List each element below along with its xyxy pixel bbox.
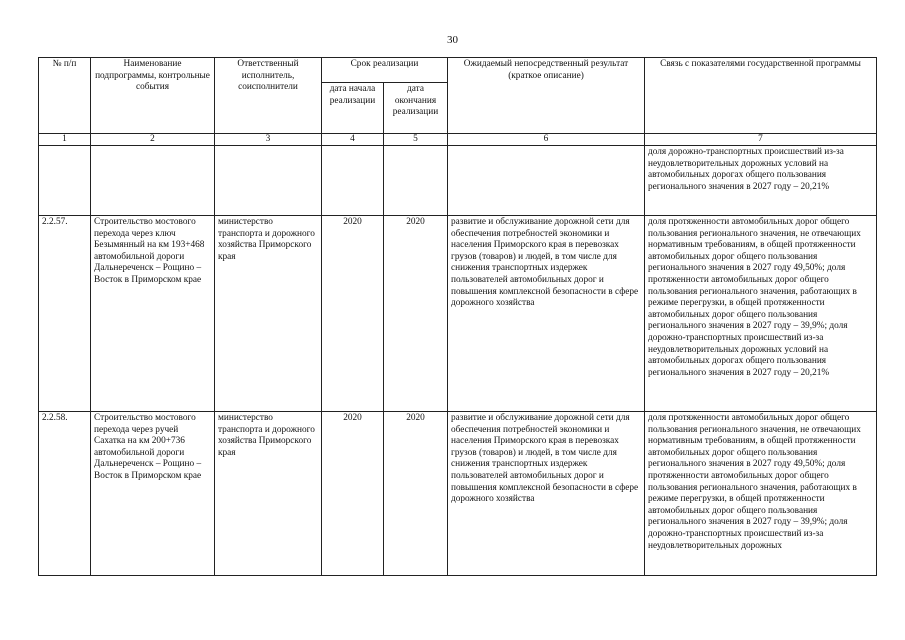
col-number: 5 xyxy=(384,134,448,146)
col-number: 2 xyxy=(91,134,215,146)
header-name: Наименование подпрограммы, контрольные события xyxy=(91,58,215,134)
cell-empty xyxy=(215,146,322,216)
cell-link: доля протяженности автомобильных дорог общего пользования регионального значения, не отвечающих нормативным требованиям, в общей протяженности автомобильных дорог общего пользования регионального значения в 2027 году 49,50%; доля протяженности автомобильных дорог общего пользования регионального значения, работающих в режиме перегрузки, в общей протяженности автомобильных дорог общего пользования регионального значения в 2027 году – 39,9%; доля дорожно-транспортных происшествий из-за неудовлетворительных дорожных xyxy=(645,412,877,576)
col-number: 3 xyxy=(215,134,322,146)
cell-executor: министерство транспорта и дорожного хозяйства Приморского края xyxy=(215,216,322,412)
cell-start: 2020 xyxy=(322,216,384,412)
cell-link: доля дорожно-транспортных происшествий из-за неудовлетворительных дорожных условий на автомобильных дорогах общего пользования регионального значения в 2027 году – 20,21% xyxy=(645,146,877,216)
cell-empty xyxy=(91,146,215,216)
col-number: 6 xyxy=(448,134,645,146)
col-number: 7 xyxy=(645,134,877,146)
header-executor: Ответственный исполнитель, соисполнители xyxy=(215,58,322,134)
cell-start: 2020 xyxy=(322,412,384,576)
cell-name: Строительство мостового перехода через ручей Сахатка на км 200+736 автомобильной дороги Дальнереченск – Рощино – Восток в Приморском крае xyxy=(91,412,215,576)
column-number-row xyxy=(39,134,877,146)
header-num: № п/п xyxy=(39,58,91,134)
cell-result: развитие и обслуживание дорожной сети для обеспечения потребностей экономики и населения Приморского края в перевозках грузов (товаров) и людей, в том числе для снижения транспортных издержек пользователей автомобильных дорог и повышения комплексной безопасности в сфере дорожного хозяйства xyxy=(448,216,645,412)
header-start: дата начала реализации xyxy=(322,83,384,134)
col-number: 1 xyxy=(39,134,91,146)
cell-empty xyxy=(384,146,448,216)
cell-link: доля протяженности автомобильных дорог общего пользования регионального значения, не отвечающих нормативным требованиям, в общей протяженности автомобильных дорог общего пользования регионального значения в 2027 году 49,50%; доля протяженности автомобильных дорог общего пользования регионального значения, работающих в режиме перегрузки, в общей протяженности автомобильных дорог общего пользования регионального значения в 2027 году – 39,9%; доля дорожно-транспортных происшествий из-за неудовлетворительных дорожных условий на автомобильных дорогах общего пользования регионального значения в 2027 году – 20,21% xyxy=(645,216,877,412)
header-link: Связь с показателями государственной программы xyxy=(645,58,877,134)
cell-empty xyxy=(39,146,91,216)
header-result: Ожидаемый непосредственный результат (краткое описание) xyxy=(448,58,645,134)
table-row-continuation xyxy=(39,146,877,216)
cell-executor: министерство транспорта и дорожного хозяйства Приморского края xyxy=(215,412,322,576)
program-table xyxy=(38,57,877,576)
header-period: Срок реализации xyxy=(322,58,448,83)
cell-empty xyxy=(448,146,645,216)
cell-end: 2020 xyxy=(384,216,448,412)
cell-num: 2.2.57. xyxy=(39,216,91,412)
table-row xyxy=(39,412,877,576)
col-number: 4 xyxy=(322,134,384,146)
table-row xyxy=(39,216,877,412)
header-end: дата окончания реализации xyxy=(384,83,448,134)
cell-name: Строительство мостового перехода через ключ Безымянный на км 193+468 автомобильной дороги Дальнереченск – Рощино – Восток в Приморском крае xyxy=(91,216,215,412)
cell-result: развитие и обслуживание дорожной сети для обеспечения потребностей экономики и населения Приморского края в перевозках грузов (товаров) и людей, в том числе для снижения транспортных издержек пользователей автомобильных дорог и повышения комплексной безопасности в сфере дорожного хозяйства xyxy=(448,412,645,576)
page-number: 30 xyxy=(447,34,458,46)
cell-empty xyxy=(322,146,384,216)
cell-num: 2.2.58. xyxy=(39,412,91,576)
cell-end: 2020 xyxy=(384,412,448,576)
header-row xyxy=(39,58,877,83)
